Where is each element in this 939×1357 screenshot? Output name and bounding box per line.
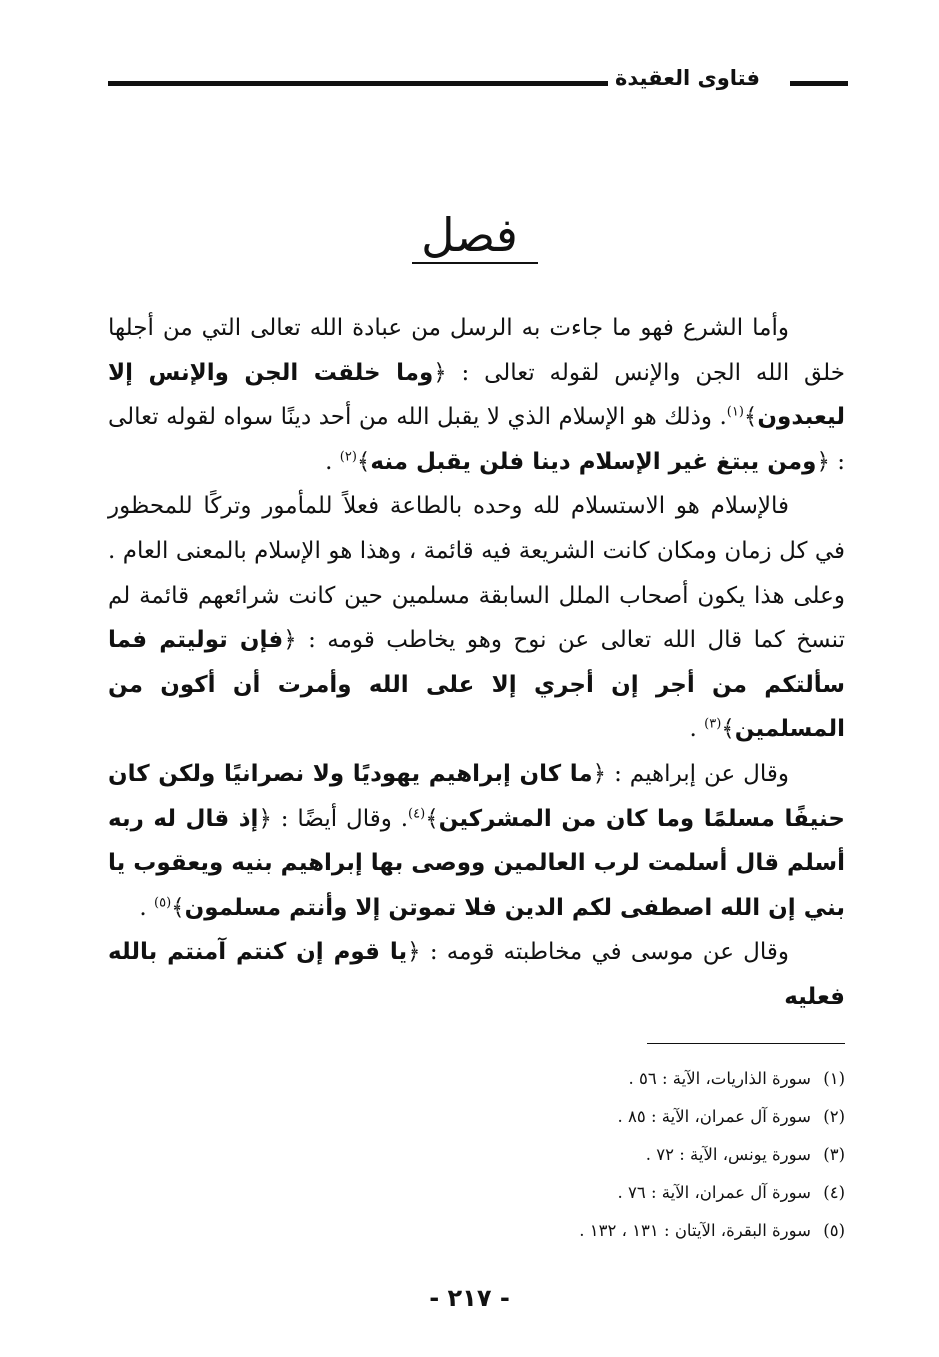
footnote-text: سورة يونس، الآية : ٧٢ .	[645, 1145, 811, 1164]
paragraph-text: .	[325, 448, 340, 475]
section-title-flourish	[412, 262, 538, 264]
paragraph-4: وقال عن موسى في مخاطبته قومه : ﴿يا قوم إن كنتم آمنتم بالله فعليه	[108, 939, 845, 1010]
header-rule-short	[790, 81, 848, 86]
paragraph-text: .	[689, 716, 705, 743]
footnote-text: سورة الذاريات، الآية : ٥٦ .	[628, 1069, 811, 1088]
footnote-item	[300, 1136, 845, 1174]
header-rule-long	[108, 81, 608, 86]
footnote-item	[300, 1212, 845, 1250]
footnote-ref: (٣)	[704, 716, 722, 732]
footnotes	[300, 1060, 845, 1250]
footnote-text: سورة آل عمران، الآية : ٧٦ .	[617, 1183, 811, 1202]
quran-verse: فإن توليتم فما سألتكم من أجر إن أجري إلا على الله وأمرت أن أكون من المسلمين	[108, 627, 845, 743]
footnote-item	[300, 1098, 845, 1136]
main-body-text	[108, 306, 845, 1020]
footnote-ref: (٤)	[408, 805, 426, 821]
footnote-text: سورة البقرة، الآيتان : ١٣١ ، ١٣٢ .	[579, 1221, 811, 1240]
paragraph-text: وقال عن إبراهيم :	[606, 760, 790, 787]
page-number: - ٢١٧ -	[429, 1284, 510, 1312]
footnote-ref: (٢)	[339, 449, 357, 465]
footnote-number: (٣)	[823, 1145, 845, 1164]
quran-verse: إذ قال له ربه أسلم قال أسلمت لرب العالمين ووصى بها إبراهيم بنيه ويعقوب يا بني إن الله اصطفى لكم الدين فلا تموتن إلا وأنتم مسلمون	[108, 805, 845, 921]
paragraph-1: وأما الشرع فهو ما جاءت به الرسل من عبادة الله تعالى التي من أجلها خلق الله الجن والإنس لقوله تعالى : ﴿وما خلقت الجن والإنس إلا ليعبدون﴾$^{(١)}$. وذلك هو الإسلام الذي لا يقبل الله من أحد دينًا سواه لقوله تعالى : ﴿ومن يبتغ غير الإسلام دينا فلن يقبل منه﴾$^{(٢)}$ .	[108, 315, 846, 475]
quran-verse: ومن يبتغ غير الإسلام دينا فلن يقبل منه	[370, 448, 817, 475]
footnote-number: (١)	[823, 1069, 845, 1088]
footnote-ref: (١)	[726, 404, 744, 420]
quran-verse: ما كان إبراهيم يهوديًا ولا نصرانيًا ولكن كان حنيفًا مسلمًا وما كان من المشركين	[108, 760, 845, 832]
footnote-number: (٥)	[823, 1221, 845, 1240]
paragraph-text: فالإسلام هو الاستسلام لله وحده بالطاعة فعلاً للمأمور وتركًا للمحظور في كل زمان ومكان كانت الشريعة فيه قائمة ، وهذا هو الإسلام بالمعنى العام . وعلى هذا يكون أصحاب الملل السابقة مسلمين حين كانت شرائعهم قائمة لم تنسخ كما قال الله تعالى عن نوح وهو يخاطب قومه :	[108, 493, 845, 654]
quran-verse: وما خلقت الجن والإنس إلا ليعبدون	[108, 359, 845, 431]
footnote-text: سورة آل عمران، الآية : ٨٥ .	[617, 1107, 811, 1126]
footnote-item	[300, 1174, 845, 1212]
section-title: فصل	[421, 208, 518, 262]
running-header-title: فتاوى العقيدة	[615, 66, 760, 90]
paragraph-text: . وقال أيضًا :	[271, 805, 409, 832]
footnote-number: (٢)	[823, 1107, 845, 1126]
quran-verse: يا قوم إن كنتم آمنتم بالله فعليه	[108, 939, 845, 1010]
footnote-item	[300, 1060, 845, 1098]
running-header	[108, 62, 848, 102]
paragraph-text: . وذلك هو الإسلام الذي لا يقبل الله من أحد دينًا سواه لقوله تعالى :	[108, 404, 845, 475]
paragraph-3: وقال عن إبراهيم : ﴿ما كان إبراهيم يهوديًا ولا نصرانيًا ولكن كان حنيفًا مسلمًا وما كان من المشركين﴾$^{(٤)}$. وقال أيضًا : ﴿إذ قال له ربه أسلم قال أسلمت لرب العالمين ووصى بها إبراهيم بنيه ويعقوب يا بني إن الله اصطفى لكم الدين فلا تموتن إلا وأنتم مسلمون﴾$^{(٥)}$ .	[108, 760, 845, 921]
paragraph-text: .	[139, 894, 155, 921]
footnote-number: (٤)	[823, 1183, 845, 1202]
footnote-separator	[647, 1043, 845, 1044]
footnote-ref: (٥)	[154, 895, 172, 911]
paragraph-text: وقال عن موسى في مخاطبته قومه :	[420, 939, 789, 966]
paragraph-text: وأما الشرع فهو ما جاءت به الرسل من عبادة الله تعالى التي من أجلها خلق الله الجن والإنس لقوله تعالى :	[108, 315, 846, 386]
paragraph-2: فالإسلام هو الاستسلام لله وحده بالطاعة فعلاً للمأمور وتركًا للمحظور في كل زمان ومكان كانت الشريعة فيه قائمة ، وهذا هو الإسلام بالمعنى العام . وعلى هذا يكون أصحاب الملل السابقة مسلمين حين كانت شرائعهم قائمة لم تنسخ كما قال الله تعالى عن نوح وهو يخاطب قومه : ﴿فإن توليتم فما سألتكم من أجر إن أجري إلا على الله وأمرت أن أكون من المسلمين﴾$^{(٣)}$ .	[108, 493, 845, 743]
